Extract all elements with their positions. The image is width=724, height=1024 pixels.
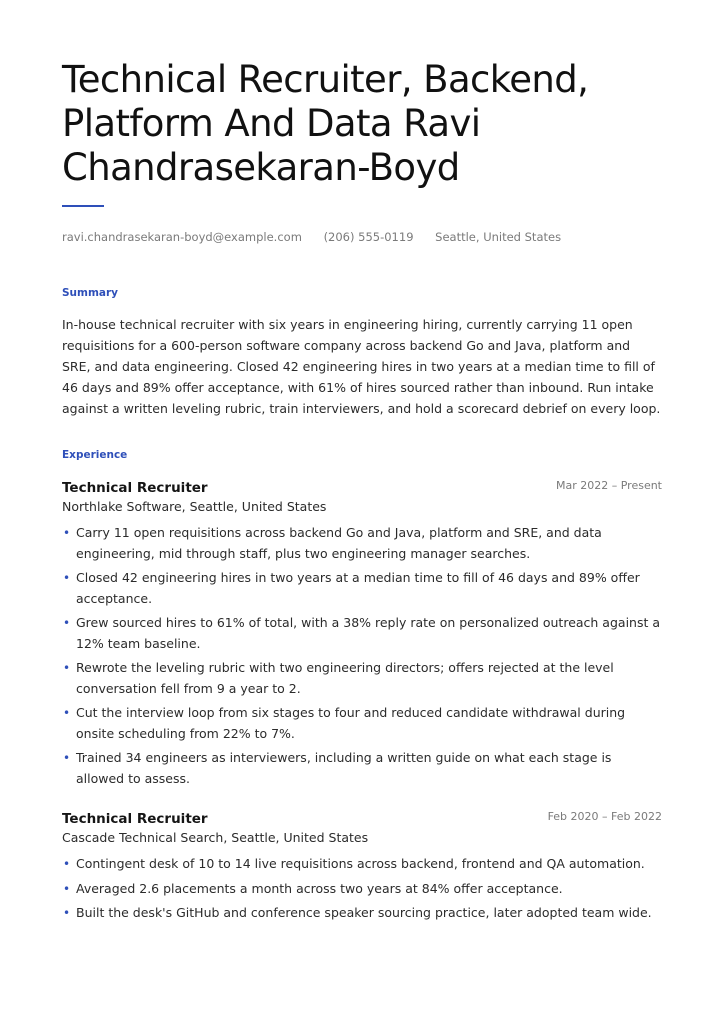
bullet-icon: • (63, 881, 71, 896)
bullet-item (62, 568, 662, 609)
bullet-text: Carry 11 open requisitions across backend Go and Java, platform and SRE, and data engineering, mid through staff, plus two engineering manager searches. (76, 525, 602, 561)
bullet-item (62, 854, 662, 875)
bullet-icon: • (63, 661, 71, 675)
bullet-text: Averaged 2.6 placements a month across two years at 84% offer acceptance. (76, 880, 563, 896)
resume-title: Technical Recruiter, Backend, Platform And Data Ravi Chandrasekaran-Boyd (62, 58, 589, 189)
bullet-icon: • (63, 706, 71, 720)
bullet-item (62, 879, 662, 900)
bullet-item (62, 903, 662, 924)
bullet-item (62, 613, 662, 654)
bullet-icon: • (63, 751, 71, 765)
job-header (62, 477, 662, 497)
job-title: Technical Recruiter (62, 480, 208, 496)
contact-line (62, 230, 662, 244)
bullet-icon: • (63, 857, 71, 871)
contact-email[interactable]: ravi.chandrasekaran-boyd@example.com (62, 230, 302, 244)
job-company: Northlake Software, Seattle, United States (62, 499, 327, 514)
bullet-item (62, 523, 662, 564)
bullet-item (62, 703, 662, 744)
bullet-icon: • (63, 616, 71, 630)
contact-phone[interactable]: (206) 555-0119 (323, 230, 414, 244)
job-bullets (62, 854, 662, 924)
job-entry (62, 477, 662, 793)
job-entry (62, 808, 662, 928)
job-header (62, 808, 662, 828)
bullet-icon: • (63, 526, 71, 540)
job-dates: Mar 2022 – Present (555, 479, 662, 492)
title-accent-divider (62, 205, 104, 207)
job-bullets (62, 523, 662, 789)
bullet-text: Rewrote the leveling rubric with two engineering directors; offers rejected at the level conversation fell from 9 a year to 2. (76, 660, 614, 696)
contact-location: Seattle, United States (435, 230, 562, 244)
bullet-text: Cut the interview loop from six stages to four and reduced candidate withdrawal during onsite scheduling from 22% to 7%. (76, 705, 626, 741)
bullet-icon: • (63, 571, 71, 585)
bullet-text: Grew sourced hires to 61% of total, with a 38% reply rate on personalized outreach against a 12% team baseline. (76, 615, 661, 651)
bullet-item (62, 748, 662, 789)
job-title: Technical Recruiter (62, 811, 208, 827)
bullet-item (62, 658, 662, 699)
job-dates: Feb 2020 – Feb 2022 (547, 810, 662, 823)
bullet-text: Closed 42 engineering hires in two years at a median time to fill of 46 days and 89% offer acceptance. (76, 570, 640, 606)
bullet-text: Trained 34 engineers as interviewers, including a written guide on what each stage is allowed to assess. (76, 750, 612, 786)
summary-text: In-house technical recruiter with six years in engineering hiring, currently carrying 11 open requisitions for a 600-person software company across backend Go and Java, platform and SRE, and data engineering. Closed 42 engineering hires in two years at a median time to fill of 46 days and 89% offer acceptance, with 61% of hires sourced rather than inbound. Run intake against a written leveling rubric, train interviewers, and hold a scorecard debrief on every loop. (62, 317, 661, 416)
bullet-text: Built the desk's GitHub and conference speaker sourcing practice, later adopted team wide. (76, 905, 652, 920)
job-company: Cascade Technical Search, Seattle, United States (62, 830, 369, 845)
bullet-icon: • (63, 906, 71, 920)
summary-heading: Summary (62, 287, 119, 299)
bullet-text: Contingent desk of 10 to 14 live requisitions across backend, frontend and QA automation. (76, 856, 645, 871)
experience-heading: Experience (62, 449, 128, 461)
